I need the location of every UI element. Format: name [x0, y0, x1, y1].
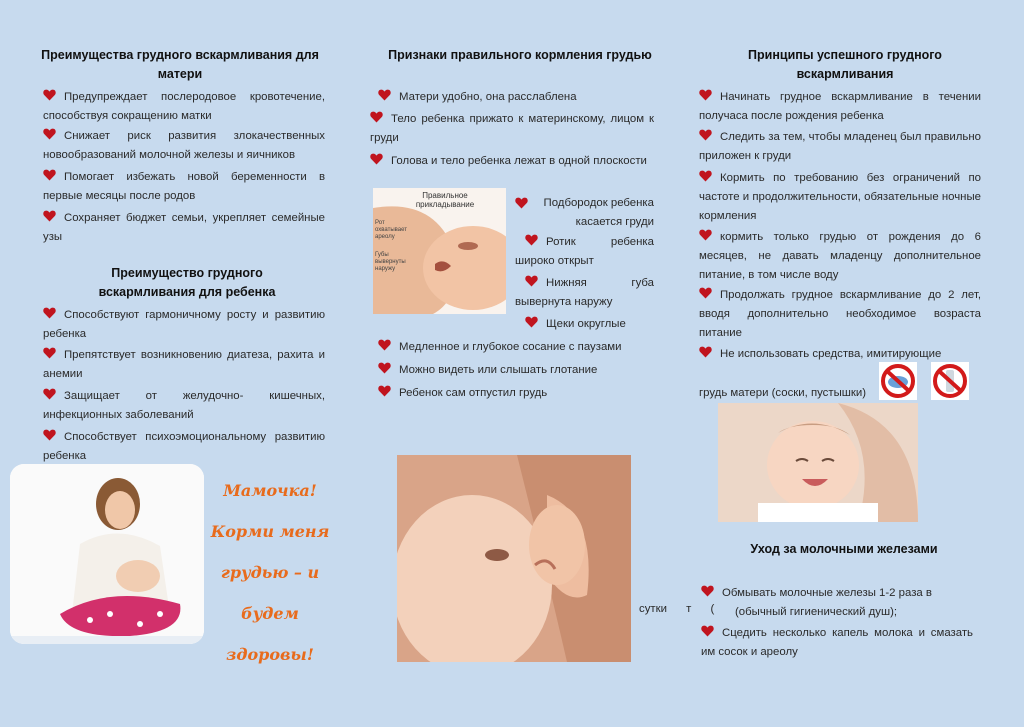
list-item — [370, 152, 654, 171]
list-item — [43, 306, 325, 344]
list-item-text: Кормить по требованию без ограничений по частоте и продолжительности, обязательные ночные кормления — [699, 172, 981, 222]
heart-icon — [43, 429, 56, 441]
list-item-text: Начинать грудное вскармливание в течении получаса после рождения ребенка — [699, 91, 981, 122]
list-item-text: Способствует психоэмоциональному развитию ребенка — [43, 431, 325, 462]
list-item-text: Сохраняет бюджет семьи, укрепляет семейные узы — [43, 212, 325, 243]
list-item-text: Не использовать средства, имитирующие — [720, 348, 942, 360]
heart-icon — [43, 388, 56, 400]
list-item-text: Нижняя губа вывернута наружу — [515, 277, 654, 308]
diagram-label: Губы вывернуты наружу — [375, 252, 406, 272]
heart-icon — [43, 89, 56, 101]
heart-icon — [370, 153, 383, 165]
heading-mother-benefits: Преимущества грудного вскармливания для матери — [41, 48, 319, 81]
list-item-text: Тело ребенка прижато к материнскому, лицом к груди — [370, 113, 654, 144]
list-item — [378, 88, 654, 107]
heading-breast-care: Уход за молочными железами — [750, 542, 938, 556]
no-bottle-icon — [931, 362, 969, 400]
column-correct-feeding — [345, 0, 715, 727]
heart-icon — [699, 89, 712, 101]
diagram-label: Рот охватывает ареолу — [375, 220, 407, 240]
stray-text: сутки т ( — [639, 603, 715, 615]
list-item-text: Защищает от желудочно- кишечных, инфекционных заболеваний — [43, 390, 325, 421]
latch-diagram — [373, 188, 506, 314]
list-item-text: Матери удобно, она расслаблена — [399, 91, 577, 103]
slogan-line: Мамочка! — [223, 481, 317, 500]
list-item-continued: (обычный гигиенический душ); — [735, 606, 898, 618]
heart-icon — [43, 347, 56, 359]
list-item — [43, 168, 325, 206]
heart-icon — [699, 346, 712, 358]
list-item-text: Сцедить несколько капель молока и смазать им сосок и ареолу — [701, 627, 973, 658]
list-item-text: Голова и тело ребенка лежат в одной плоскости — [391, 155, 647, 167]
list-item-text: Способствуют гармоничному росту и развитию ребенка — [43, 309, 325, 340]
list-item — [699, 286, 981, 343]
slogan-text — [205, 470, 335, 675]
list-item — [43, 88, 325, 126]
diagram-title: Правильное прикладывание — [415, 191, 475, 209]
list-item-text: Снижает риск развития злокачественных новообразований молочной железы и яичников — [43, 130, 325, 161]
list-item-text: Медленное и глубокое сосание с паузами — [399, 341, 622, 353]
heart-icon — [701, 625, 714, 637]
heart-icon — [378, 89, 391, 101]
heart-icon — [701, 585, 714, 597]
heart-icon — [515, 197, 528, 209]
heart-icon — [525, 275, 538, 287]
list-item — [378, 338, 668, 357]
no-pacifier-icon — [879, 362, 917, 400]
list-item-text: Ротик ребенка широко открыт — [515, 236, 654, 267]
heart-icon — [43, 210, 56, 222]
list-item — [699, 88, 981, 126]
heart-icon — [378, 385, 391, 397]
list-item — [515, 274, 654, 312]
heading-child-benefits: Преимущество грудного вскармливания для ребенка — [98, 266, 276, 299]
list-item-text: Можно видеть или слышать глотание — [399, 364, 598, 376]
list-item — [43, 387, 325, 425]
list-item-text: Предупреждает послеродовое кровотечение, способствуя сокращению матки — [43, 91, 325, 122]
list-item-text: Следить за тем, чтобы младенец был правильно приложен к груди — [699, 131, 981, 162]
list-item — [699, 128, 981, 166]
list-item — [701, 584, 983, 603]
heart-icon — [525, 316, 538, 328]
heart-icon — [699, 170, 712, 182]
heart-icon — [378, 362, 391, 374]
mother-breastfeeding-photo — [10, 464, 204, 644]
heart-icon — [699, 229, 712, 241]
list-item-text: Препятствует возникновению диатеза, рахита и анемии — [43, 349, 325, 380]
list-item — [43, 428, 325, 466]
column-principles — [685, 0, 1024, 727]
heart-icon — [43, 128, 56, 140]
heart-icon — [43, 307, 56, 319]
list-item — [701, 624, 973, 662]
list-item — [699, 228, 981, 285]
list-item — [370, 110, 654, 148]
baby-feeding-photo — [397, 455, 631, 662]
heading-correct-feeding: Признаки правильного кормления грудью — [388, 48, 652, 62]
slogan-line: Корми меня — [210, 522, 330, 541]
heart-icon — [43, 169, 56, 181]
list-item-text: кормить только грудью от рождения до 6 месяцев, не давать младенцу дополнительное питание, в том числе воду — [699, 231, 981, 281]
list-item-text: Щеки округлые — [546, 318, 626, 330]
list-item — [378, 361, 668, 380]
list-item — [43, 209, 325, 247]
heart-icon — [699, 129, 712, 141]
column-mother-benefits — [0, 0, 345, 727]
list-item-text: Помогает избежать новой беременности в первые месяцы после родов — [43, 171, 325, 202]
list-item — [699, 169, 981, 226]
list-item — [43, 346, 325, 384]
list-item-text: Ребенок сам отпустил грудь — [399, 387, 548, 399]
list-item-text: Продолжать грудное вскармливание до 2 лет, вводя дополнительно необходимое возраста питание — [699, 289, 981, 339]
list-item-continued: грудь матери (соски, пустышки) — [699, 387, 867, 399]
heart-icon — [699, 287, 712, 299]
heart-icon — [378, 339, 391, 351]
heading-principles: Принципы успешного грудного вскармливания — [748, 48, 942, 81]
list-item-text: Подбородок ребенка касается груди — [543, 197, 654, 228]
list-item — [43, 127, 325, 165]
list-item — [515, 233, 654, 271]
list-item — [525, 315, 654, 334]
heart-icon — [525, 234, 538, 246]
smiling-baby-photo — [718, 403, 918, 522]
list-item-text: Обмывать молочные железы 1-2 раза в — [722, 587, 932, 599]
slogan-line: грудью – и — [220, 563, 320, 582]
slogan-line: будем здоровы! — [226, 604, 314, 664]
list-item — [378, 384, 668, 403]
list-item — [515, 194, 654, 232]
heart-icon — [370, 111, 383, 123]
